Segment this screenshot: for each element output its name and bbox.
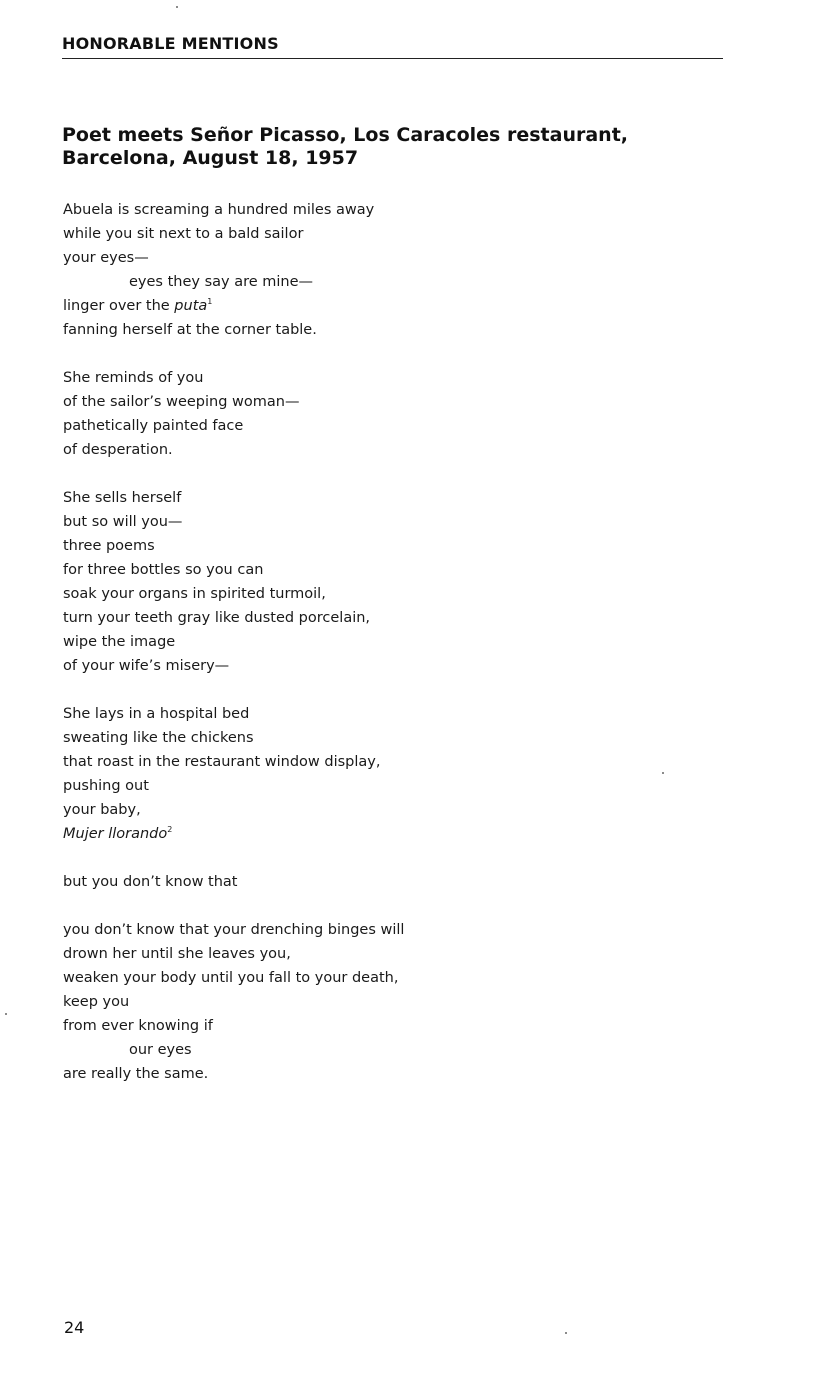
stanza-break bbox=[63, 894, 583, 918]
poem-line: three poems bbox=[63, 538, 155, 554]
section-title: HONORABLE MENTIONS bbox=[62, 34, 279, 53]
poem-line: of your wife’s misery— bbox=[63, 658, 230, 674]
poem-line: pushing out bbox=[63, 778, 149, 794]
poem-line: from ever knowing if bbox=[63, 1018, 213, 1034]
poem-line: while you sit next to a bald sailor bbox=[63, 226, 304, 242]
stanza-break bbox=[63, 846, 583, 870]
italic-word: puta bbox=[174, 298, 208, 314]
running-header bbox=[62, 34, 723, 59]
poem-line bbox=[63, 294, 583, 318]
poem-line: weaken your body until you fall to your death, bbox=[63, 970, 399, 986]
poem-line: pathetically painted face bbox=[63, 418, 244, 434]
scan-speck bbox=[5, 1013, 7, 1015]
poem-line bbox=[63, 822, 583, 846]
scan-speck bbox=[176, 6, 178, 8]
stanza-break bbox=[63, 342, 583, 366]
poem-line: fanning herself at the corner table. bbox=[63, 322, 317, 338]
poem-line: but so will you— bbox=[63, 514, 183, 530]
scan-speck bbox=[662, 772, 664, 774]
poem-line: are really the same. bbox=[63, 1066, 209, 1082]
poem-line: She reminds of you bbox=[63, 370, 204, 386]
page-number: 24 bbox=[64, 1318, 85, 1337]
poem-line: of the sailor’s weeping woman— bbox=[63, 394, 300, 410]
poem-line: your eyes— bbox=[63, 250, 149, 266]
poem-body bbox=[63, 198, 583, 1086]
poem-line: your baby, bbox=[63, 802, 141, 818]
poem-line: She lays in a hospital bed bbox=[63, 706, 250, 722]
poem-line-text: linger over the bbox=[63, 298, 175, 314]
poem-line-indented: eyes they say are mine— bbox=[129, 274, 314, 290]
poem-line: She sells herself bbox=[63, 490, 182, 506]
poem-line: soak your organs in spirited turmoil, bbox=[63, 586, 326, 602]
scan-speck bbox=[565, 1332, 567, 1334]
poem-line: you don’t know that your drenching binges will bbox=[63, 922, 405, 938]
stanza-break bbox=[63, 462, 583, 486]
poem-line: keep you bbox=[63, 994, 130, 1010]
stanza-break bbox=[63, 678, 583, 702]
poem-line: that roast in the restaurant window display, bbox=[63, 754, 381, 770]
poem-line: but you don’t know that bbox=[63, 874, 238, 890]
header-rule bbox=[62, 58, 723, 59]
poem-line: for three bottles so you can bbox=[63, 562, 264, 578]
footnote-marker: 1 bbox=[207, 297, 213, 307]
italic-phrase: Mujer llorando bbox=[63, 826, 168, 842]
poem-line-indented: our eyes bbox=[129, 1042, 192, 1058]
poem-line: sweating like the chickens bbox=[63, 730, 254, 746]
poem-line: drown her until she leaves you, bbox=[63, 946, 291, 962]
poem-line: wipe the image bbox=[63, 634, 176, 650]
footnote-marker: 2 bbox=[167, 825, 173, 835]
poem-line: turn your teeth gray like dusted porcelain, bbox=[63, 610, 371, 626]
poem-line: Abuela is screaming a hundred miles away bbox=[63, 202, 375, 218]
poem-title: Poet meets Señor Picasso, Los Caracoles restaurant, Barcelona, August 18, 1957 bbox=[62, 124, 628, 169]
poem-line: of desperation. bbox=[63, 442, 173, 458]
